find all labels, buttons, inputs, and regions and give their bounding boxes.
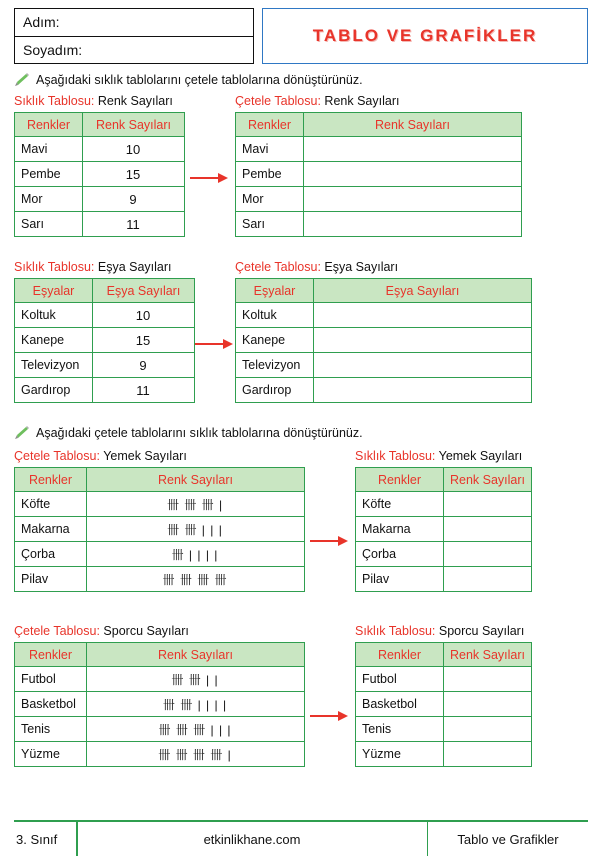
label-black: Eşya Sayıları [324, 260, 399, 274]
col-header-name: Renkler [356, 643, 444, 667]
section-2 [14, 260, 588, 410]
table-header-row [15, 643, 305, 667]
cell-tally-input[interactable] [314, 303, 532, 328]
section-3-left [14, 449, 305, 592]
table-row [356, 742, 532, 767]
pencil-icon [14, 73, 30, 87]
table-row [15, 328, 195, 353]
tally-table-colors-empty [235, 112, 522, 237]
label-black: Renk Sayıları [97, 94, 173, 108]
label-black: Yemek Sayıları [438, 449, 523, 463]
cell-tally: 卌 | | | | [87, 542, 305, 567]
section-4-left-label [14, 624, 305, 638]
cell-value-input[interactable] [444, 492, 532, 517]
section-2-left-label [14, 260, 195, 274]
table-row [15, 162, 185, 187]
section-4-right [355, 624, 532, 767]
label-red: Sıklık Tablosu: [14, 260, 95, 274]
cell-value: 15 [93, 328, 195, 353]
cell-value-input[interactable] [444, 667, 532, 692]
col-header-count: Renk Sayıları [83, 113, 185, 137]
cell-name: Pembe [15, 162, 83, 187]
cell-name: Basketbol [356, 692, 444, 717]
cell-value: 9 [93, 353, 195, 378]
cell-name: Mavi [236, 137, 304, 162]
table-row [15, 303, 195, 328]
label-red: Sıklık Tablosu: [14, 94, 95, 108]
section-3-right [355, 449, 532, 592]
section-3-left-label [14, 449, 305, 463]
col-header-name: Renkler [15, 468, 87, 492]
cell-tally-input[interactable] [304, 162, 522, 187]
cell-name: Mor [15, 187, 83, 212]
cell-tally: 卌 卌 | | | | [87, 692, 305, 717]
frequency-table-sports-empty [355, 642, 532, 767]
page-title: TABLO VE GRAFİKLER [312, 26, 538, 45]
cell-value: 10 [83, 137, 185, 162]
table-header-row [236, 113, 522, 137]
cell-tally-input[interactable] [314, 353, 532, 378]
cell-name: Futbol [15, 667, 87, 692]
cell-name: Futbol [356, 667, 444, 692]
cell-name: Gardırop [15, 378, 93, 403]
col-header-count: Renk Sayıları [444, 468, 532, 492]
cell-value-input[interactable] [444, 517, 532, 542]
table-row [356, 517, 532, 542]
cell-name: Sarı [15, 212, 83, 237]
cell-value-input[interactable] [444, 542, 532, 567]
cell-tally: 卌 卌 | | | [87, 517, 305, 542]
label-black: Renk Sayıları [324, 94, 400, 108]
cell-tally: 卌 卌 卌 卌 [87, 567, 305, 592]
table-header-row [15, 468, 305, 492]
col-header-count: Renk Sayıları [87, 468, 305, 492]
cell-tally: 卌 卌 卌 | | | [87, 717, 305, 742]
table-header-row [236, 279, 532, 303]
frequency-table-food-empty [355, 467, 532, 592]
cell-value: 11 [83, 212, 185, 237]
instruction-2 [14, 426, 588, 440]
section-4-right-label [355, 624, 532, 638]
col-header-name: Renkler [15, 643, 87, 667]
section-1-left-label [14, 94, 185, 108]
cell-value: 10 [93, 303, 195, 328]
col-header-name: Eşyalar [15, 279, 93, 303]
col-header-count: Renk Sayıları [444, 643, 532, 667]
surname-field-row[interactable] [15, 37, 253, 64]
cell-name: Köfte [356, 492, 444, 517]
name-field-row[interactable] [15, 9, 253, 37]
table-row [15, 187, 185, 212]
table-row [356, 692, 532, 717]
cell-name: Makarna [15, 517, 87, 542]
cell-value-input[interactable] [444, 567, 532, 592]
section-4 [14, 624, 588, 782]
table-row [356, 667, 532, 692]
col-header-name: Renkler [236, 113, 304, 137]
cell-name: Tenis [356, 717, 444, 742]
pencil-icon [14, 426, 30, 440]
cell-name: Televizyon [15, 353, 93, 378]
arrow-right-icon [310, 535, 350, 547]
cell-name: Tenis [15, 717, 87, 742]
section-2-right [235, 260, 532, 403]
table-row [236, 187, 522, 212]
label-red: Sıklık Tablosu: [355, 449, 436, 463]
table-row [236, 137, 522, 162]
arrow-right-icon [195, 338, 235, 350]
table-row [15, 492, 305, 517]
col-header-count: Eşya Sayıları [93, 279, 195, 303]
name-label: Adım: [23, 14, 60, 31]
cell-tally-input[interactable] [314, 328, 532, 353]
cell-tally-input[interactable] [304, 137, 522, 162]
section-4-arrow-wrap [305, 624, 355, 782]
table-row [236, 378, 532, 403]
table-row [236, 303, 532, 328]
cell-name: Kanepe [236, 328, 314, 353]
cell-tally-input[interactable] [304, 187, 522, 212]
table-row [15, 742, 305, 767]
footer-grade: 3. Sınıf [16, 831, 58, 847]
section-4-left [14, 624, 305, 767]
cell-name: Gardırop [236, 378, 314, 403]
section-1-right [235, 94, 522, 237]
table-row [15, 517, 305, 542]
cell-name: Köfte [15, 492, 87, 517]
col-header-count: Eşya Sayıları [314, 279, 532, 303]
section-3-arrow-wrap [305, 449, 355, 607]
cell-name: Çorba [15, 542, 87, 567]
page-header [14, 8, 588, 64]
cell-value: 9 [83, 187, 185, 212]
label-black: Sporcu Sayıları [103, 624, 189, 638]
instruction-1 [14, 73, 588, 87]
section-3-right-label [355, 449, 532, 463]
cell-name: Çorba [356, 542, 444, 567]
label-red: Çetele Tablosu: [235, 94, 321, 108]
table-row [236, 162, 522, 187]
table-row [356, 717, 532, 742]
cell-name: Koltuk [15, 303, 93, 328]
frequency-table-colors [14, 112, 185, 237]
cell-tally-input[interactable] [304, 212, 522, 237]
table-row [15, 542, 305, 567]
frequency-table-items [14, 278, 195, 403]
section-2-left [14, 260, 195, 403]
section-1-right-label [235, 94, 522, 108]
footer-content [14, 822, 588, 856]
col-header-count: Renk Sayıları [87, 643, 305, 667]
table-header-row [356, 468, 532, 492]
tally-table-sports [14, 642, 305, 767]
label-black: Sporcu Sayıları [438, 624, 525, 638]
label-red: Sıklık Tablosu: [355, 624, 436, 638]
cell-name: Yüzme [356, 742, 444, 767]
section-2-arrow-wrap [195, 260, 235, 410]
cell-value-input[interactable] [444, 742, 532, 767]
cell-name: Yüzme [15, 742, 87, 767]
label-red: Çetele Tablosu: [14, 449, 100, 463]
section-3 [14, 449, 588, 607]
table-row [15, 353, 195, 378]
section-2-right-label [235, 260, 532, 274]
table-row [356, 542, 532, 567]
label-red: Çetele Tablosu: [235, 260, 321, 274]
cell-value-input[interactable] [444, 717, 532, 742]
student-name-box [14, 8, 254, 64]
section-1 [14, 94, 588, 244]
label-red: Çetele Tablosu: [14, 624, 100, 638]
cell-name: Kanepe [15, 328, 93, 353]
label-black: Yemek Sayıları [103, 449, 187, 463]
cell-value: 11 [93, 378, 195, 403]
arrow-right-icon [310, 710, 350, 722]
table-row [356, 567, 532, 592]
table-header-row [15, 279, 195, 303]
cell-name: Koltuk [236, 303, 314, 328]
cell-value-input[interactable] [444, 692, 532, 717]
col-header-name: Renkler [15, 113, 83, 137]
cell-name: Mavi [15, 137, 83, 162]
instruction-1-text: Aşağıdaki sıklık tablolarını çetele tablolarına dönüştürünüz. [36, 73, 363, 87]
tally-table-food [14, 467, 305, 592]
section-1-arrow-wrap [185, 94, 235, 244]
footer-site: etkinlikhane.com [203, 831, 301, 847]
table-row [15, 567, 305, 592]
table-row [15, 212, 185, 237]
col-header-name: Renkler [356, 468, 444, 492]
cell-tally: 卌 卌 卌 卌 | [87, 742, 305, 767]
cell-value: 15 [83, 162, 185, 187]
cell-name: Sarı [236, 212, 304, 237]
table-row [15, 692, 305, 717]
col-header-name: Eşyalar [236, 279, 314, 303]
page-footer [0, 820, 602, 856]
cell-name: Makarna [356, 517, 444, 542]
table-header-row [15, 113, 185, 137]
cell-name: Televizyon [236, 353, 314, 378]
table-row [356, 492, 532, 517]
table-row [15, 137, 185, 162]
cell-name: Pilav [15, 567, 87, 592]
tally-table-items-empty [235, 278, 532, 403]
table-row [236, 212, 522, 237]
table-header-row [356, 643, 532, 667]
cell-tally: 卌 卌 卌 | [87, 492, 305, 517]
worksheet-title-box [262, 8, 588, 64]
section-1-left [14, 94, 185, 237]
table-row [15, 378, 195, 403]
table-row [236, 328, 532, 353]
cell-tally: 卌 卌 | | [87, 667, 305, 692]
table-row [15, 667, 305, 692]
surname-label: Soyadım: [23, 41, 83, 58]
cell-name: Mor [236, 187, 304, 212]
cell-name: Basketbol [15, 692, 87, 717]
table-row [15, 717, 305, 742]
cell-name: Pilav [356, 567, 444, 592]
instruction-2-text: Aşağıdaki çetele tablolarını sıklık tablolarına dönüştürünüz. [36, 426, 363, 440]
cell-tally-input[interactable] [314, 378, 532, 403]
label-black: Eşya Sayıları [97, 260, 172, 274]
col-header-count: Renk Sayıları [304, 113, 522, 137]
arrow-right-icon [190, 172, 230, 184]
footer-topic: Tablo ve Grafikler [457, 831, 559, 847]
cell-name: Pembe [236, 162, 304, 187]
table-row [236, 353, 532, 378]
